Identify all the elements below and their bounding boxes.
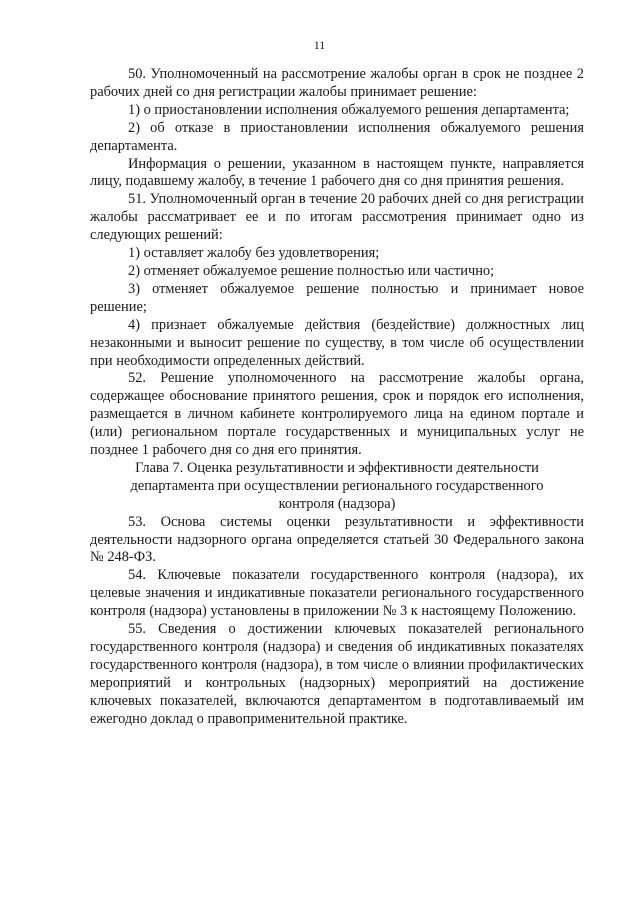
paragraph-55: 55. Сведения о достижении ключевых показателей регионального государственного контроля (надзора) и сведения об индикативных показателях государственного контроля (надзора), в том числе о влиянии профилактических мероприятий и контрольных (надзорных) мероприятий на достижение ключевых показателей, включаются департаментом в подготавливаемый им ежегодно доклад о правоприменительной практике. xyxy=(90,621,584,727)
chapter-heading-line: контроля (надзора) xyxy=(278,495,396,512)
list-item-51-1: 1) оставляет жалобу без удовлетворения; xyxy=(128,245,380,262)
document-body xyxy=(90,66,584,729)
chapter-heading-line: департамента при осуществлении регионального государственного xyxy=(130,477,544,494)
list-item-51-4: 4) признает обжалуемые действия (бездействие) должностных лиц незаконными и выносит решение по существу, в том числе об осуществлении при необходимости определенных действий. xyxy=(90,316,584,369)
paragraph-53: 53. Основа системы оценки результативности и эффективности деятельности надзорного органа определяется статьей 30 Федерального закона № 248-ФЗ. xyxy=(90,513,584,566)
paragraph-50: 50. Уполномоченный на рассмотрение жалобы орган в срок не позднее 2 рабочих дней со дня регистрации жалобы принимает решение: xyxy=(90,66,584,100)
paragraph-52: 52. Решение уполномоченного на рассмотрение жалобы органа, содержащее обоснование принятого решения, срок и порядок его исполнения, размещается в личном кабинете контролируемого лица на едином портале и (или) региональном портале государственных и муниципальных услуг не позднее 1 рабочего дня со дня его принятия. xyxy=(90,370,584,459)
paragraph-50-info: Информация о решении, указанном в настоящем пункте, направляется лицу, подавшему жалобу, в течение 1 рабочего дня со дня принятия решения. xyxy=(90,155,584,190)
list-item-51-2: 2) отменяет обжалуемое решение полностью или частично; xyxy=(128,262,495,279)
list-item-51-3: 3) отменяет обжалуемое решение полностью и принимает новое решение; xyxy=(90,280,584,315)
chapter-heading xyxy=(90,460,584,514)
chapter-heading-line: Глава 7. Оценка результативности и эффективности деятельности xyxy=(135,459,539,476)
paragraph-54: 54. Ключевые показатели государственного контроля (надзора), их целевые значения и индикативные показатели регионального государственного контроля (надзора) установлены в приложении № 3 к настоящему Положению. xyxy=(90,567,584,620)
list-item-50-1: 1) о приостановлении исполнения обжалуемого решения департамента; xyxy=(128,101,570,118)
paragraph-51: 51. Уполномоченный орган в течение 20 рабочих дней со дня регистрации жалобы рассматривает ее и по итогам рассмотрения принимает одно из следующих решений: xyxy=(90,191,584,244)
page-number: 11 xyxy=(313,38,326,52)
list-item-50-2: 2) об отказе в приостановлении исполнения обжалуемого решения департамента. xyxy=(90,119,584,154)
